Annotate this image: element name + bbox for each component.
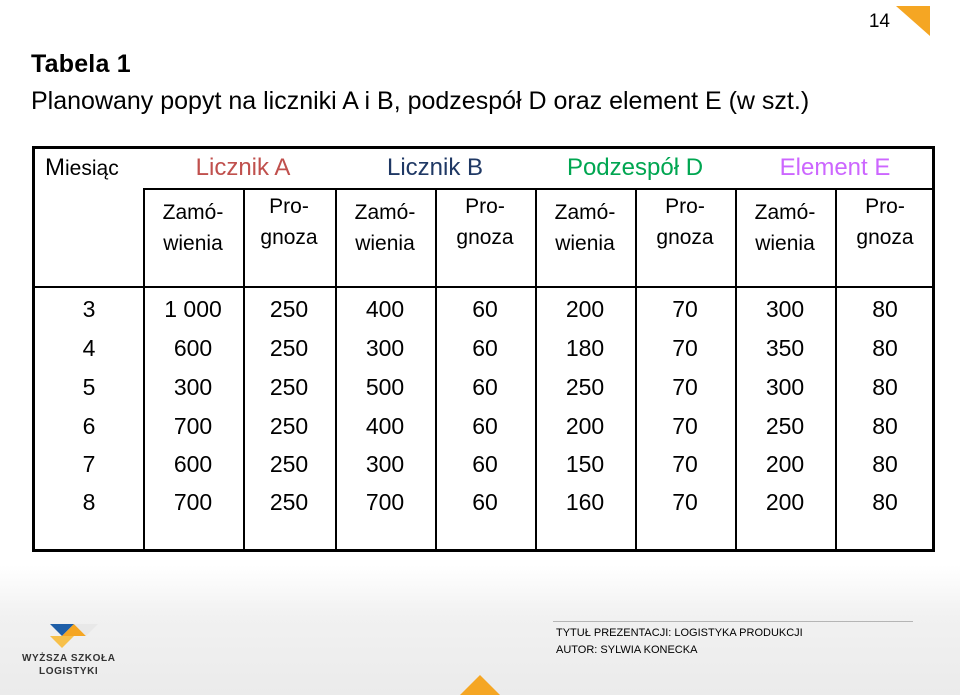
month-header-rest: iesiąc [65,157,119,180]
page-number: 14 [868,11,890,32]
sub-header-line: wienia [163,232,223,255]
value-cell: 250 [269,413,309,439]
sub-header-orders [735,197,835,259]
value-cell: 80 [872,296,898,322]
group-header-licznik-a: Licznik A [195,154,291,181]
value-cell: 60 [472,374,498,400]
value-cell: 70 [672,296,698,322]
value-cell: 600 [173,451,213,477]
sub-header-line: Zamó- [554,201,616,224]
sub-header-line: Zamó- [754,201,816,224]
value-cell: 300 [765,296,805,322]
sub-header-line: Zamó- [162,201,224,224]
demand-table [32,146,935,552]
sub-header-line: gnoza [656,226,714,249]
value-cell: 250 [269,489,309,515]
month-cell: 4 [82,335,96,361]
value-cell: 400 [365,296,405,322]
sub-header-forecast [835,191,935,253]
logo-text-line1: WYŻSZA SZKOŁA [22,653,116,664]
value-cell: 200 [765,451,805,477]
group-header-licznik-b: Licznik B [386,154,484,181]
month-header-initial: M [45,154,65,181]
value-cell: 80 [872,374,898,400]
value-cell: 70 [672,451,698,477]
sub-header-line: Pro- [269,195,309,218]
sub-header-line: wienia [755,232,815,255]
value-cell: 180 [565,335,605,361]
value-cell: 400 [365,413,405,439]
value-cell: 80 [872,451,898,477]
group-header-element-e: Element E [779,154,891,181]
value-cell: 250 [269,374,309,400]
value-cell: 300 [765,374,805,400]
value-cell: 1 000 [164,296,222,322]
value-cell: 700 [173,489,213,515]
value-cell: 200 [765,489,805,515]
value-cell: 250 [269,296,309,322]
value-cell: 250 [765,413,805,439]
value-cell: 160 [565,489,605,515]
month-header [45,154,119,182]
page-title: Tabela 1 [31,50,131,78]
sub-header-line: wienia [555,232,615,255]
bottom-triangle-icon [460,672,500,695]
sub-header-line: gnoza [260,226,318,249]
footer-divider [553,621,913,622]
value-cell: 700 [173,413,213,439]
value-cell: 250 [269,451,309,477]
sub-header-line: gnoza [456,226,514,249]
value-cell: 700 [365,489,405,515]
sub-header-line: gnoza [856,226,914,249]
value-cell: 80 [872,335,898,361]
value-cell: 70 [672,335,698,361]
value-cell: 300 [365,451,405,477]
sub-header-line: Zamó- [354,201,416,224]
sub-header-line: Pro- [865,195,905,218]
value-cell: 150 [565,451,605,477]
header-divider [143,188,932,190]
sub-header-forecast [435,191,535,253]
value-cell: 200 [565,296,605,322]
footer-author: AUTOR: SYLWIA KONECKA [556,644,698,656]
sub-header-line: wienia [355,232,415,255]
value-cell: 60 [472,451,498,477]
sub-header-line: Pro- [665,195,705,218]
month-cell: 6 [82,413,96,439]
month-cell: 5 [82,374,96,400]
value-cell: 500 [365,374,405,400]
corner-triangle-icon [896,6,930,36]
value-cell: 70 [672,489,698,515]
value-cell: 80 [872,413,898,439]
month-cell: 7 [82,451,96,477]
value-cell: 300 [365,335,405,361]
sub-header-forecast [243,191,335,253]
value-cell: 60 [472,413,498,439]
sub-header-orders [143,197,243,259]
value-cell: 60 [472,489,498,515]
value-cell: 350 [765,335,805,361]
logo-text-line2: LOGISTYKI [39,666,99,677]
sub-header-orders [535,197,635,259]
page-subtitle: Planowany popyt na liczniki A i B, podzespół D oraz element E (w szt.) [31,87,810,115]
value-cell: 250 [269,335,309,361]
value-cell: 60 [472,335,498,361]
value-cell: 250 [565,374,605,400]
month-cell: 8 [82,489,96,515]
sub-header-line: Pro- [465,195,505,218]
month-cell: 3 [82,296,96,322]
sub-header-orders [335,197,435,259]
value-cell: 60 [472,296,498,322]
value-cell: 300 [173,374,213,400]
sub-header-forecast [635,191,735,253]
footer-presentation-title: TYTUŁ PREZENTACJI: LOGISTYKA PRODUKCJI [556,627,803,639]
value-cell: 70 [672,374,698,400]
group-header-podzespol-d: Podzespół D [566,154,704,181]
body-divider [35,286,932,288]
value-cell: 200 [565,413,605,439]
value-cell: 80 [872,489,898,515]
value-cell: 70 [672,413,698,439]
value-cell: 600 [173,335,213,361]
